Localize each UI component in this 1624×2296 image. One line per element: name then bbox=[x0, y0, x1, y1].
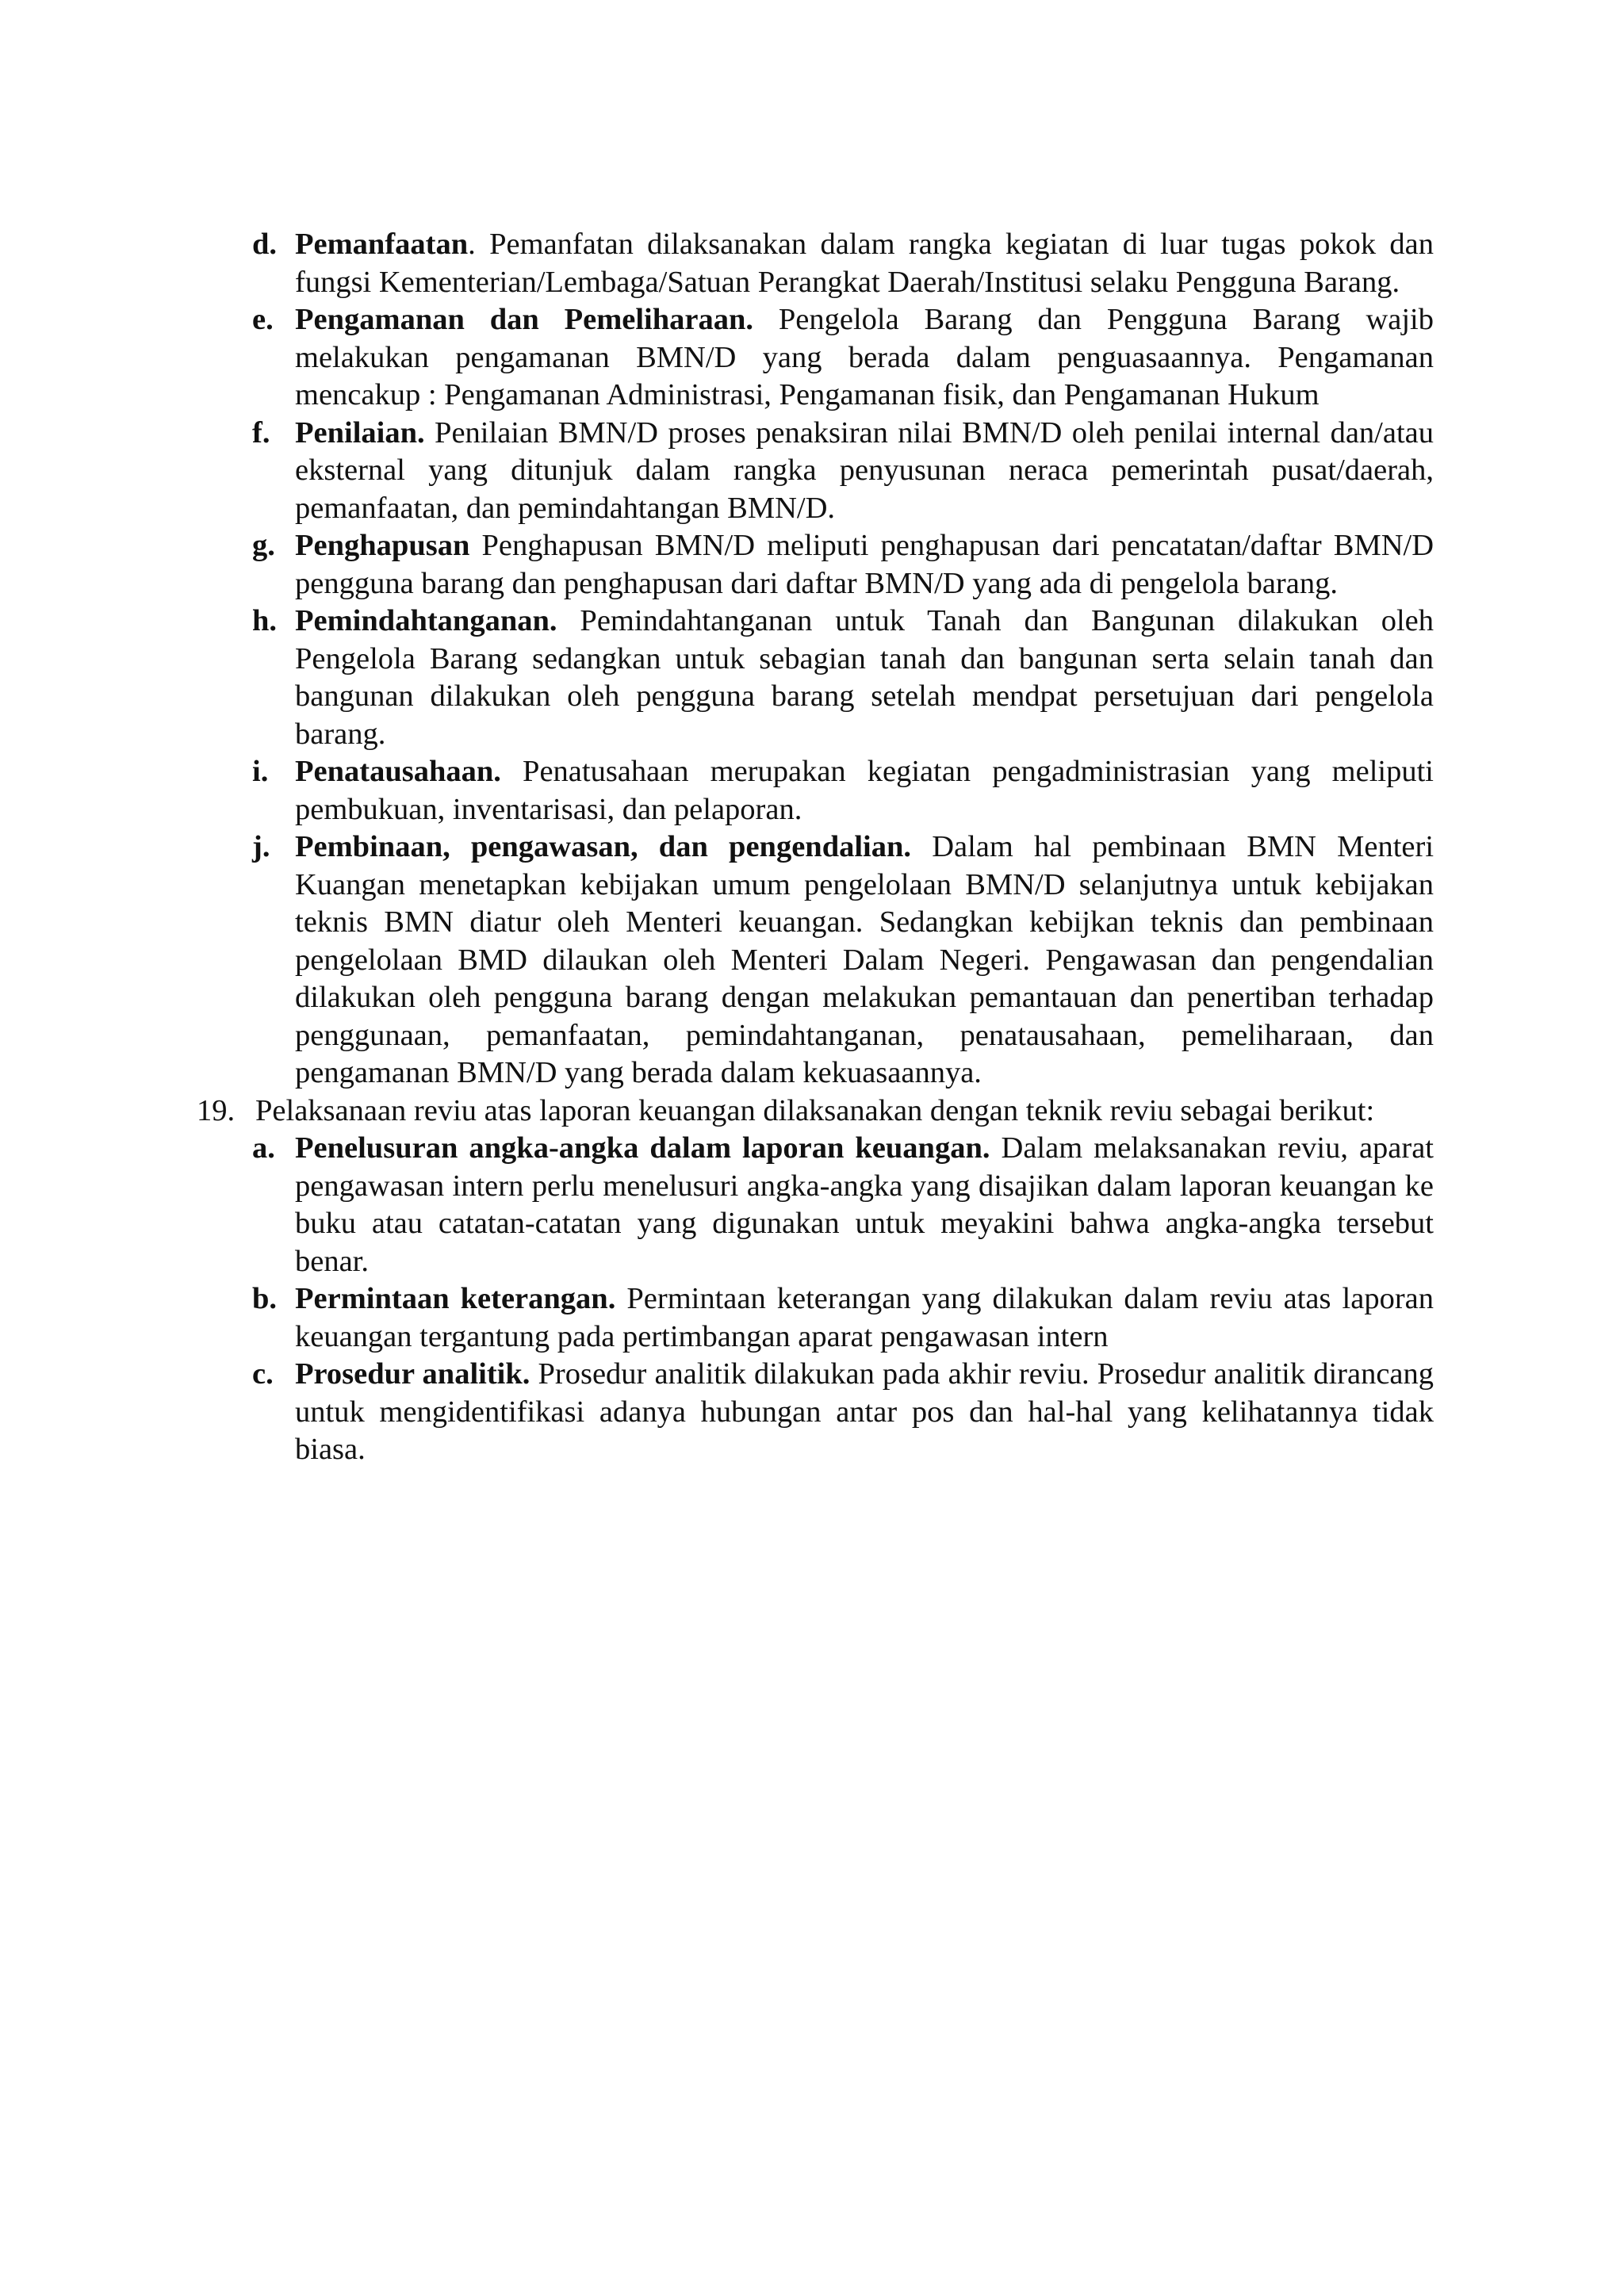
list-marker: h. bbox=[252, 604, 278, 637]
list-item-text: Pengelola Barang dan Pengguna Barang wajib melakukan pengamanan BMN/D yang berada dalam penguasaannya. Pengamanan mencakup : Pengamanan Administrasi, Pengamanan fisik, dan Pengamanan Hukum bbox=[295, 303, 1434, 411]
list-item-text: Dalam melaksanakan reviu, aparat pengawasan intern perlu menelusuri angka-angka yang disajikan dalam laporan keuangan ke buku atau catatan-catatan yang digunakan untuk meyakini bahwa angka-angka tersebut benar. bbox=[295, 1131, 1434, 1278]
list-item-text: Pelaksanaan reviu atas laporan keuangan dilaksanakan dengan teknik reviu sebagai berikut: bbox=[255, 1093, 1375, 1127]
list-item-text: Dalam hal pembinaan BMN Menteri Kuangan menetapkan kebijakan umum pengelolaan BMN/D selanjutnya untuk kebijakan teknis BMN diatur oleh Menteri keuangan. Sedangkan kebijkan teknis dan pembinaan pengelolaan BMD dilaukan oleh Menteri Dalam Negeri. Pengawasan dan pengendalian dilakukan oleh pengguna barang dengan melakukan pemantauan dan penertiban terhadap penggunaan, pemanfaatan, pemindahtanganan, penatausahaan, pemeliharaan, dan pengamanan BMN/D yang berada dalam kekuasaannya. bbox=[295, 830, 1434, 1089]
list-item-text: Penilaian BMN/D proses penaksiran nilai BMN/D oleh penilai internal dan/atau eksternal yang ditunjuk dalam rangka penyusunan neraca pemerintah pusat/daerah, pemanfaatan, dan pemindahtangan BMN/D. bbox=[295, 415, 1434, 525]
list-item-term: Pengamanan dan Pemeliharaan. bbox=[295, 303, 754, 336]
list-item-i bbox=[197, 753, 1434, 828]
list-item-f bbox=[197, 415, 1434, 528]
list-item-text: Penatusahaan merupakan kegiatan pengadministrasian yang meliputi pembukuan, inventarisasi, dan pelaporan. bbox=[295, 755, 1434, 826]
list-item-term: Pemanfaatan bbox=[295, 228, 469, 261]
list-marker: f. bbox=[252, 415, 270, 450]
list-item-a bbox=[197, 1130, 1434, 1280]
list-item-term: Penghapusan bbox=[295, 529, 470, 562]
list-item-term: Penatausahaan. bbox=[295, 755, 501, 788]
list-item-d bbox=[197, 226, 1434, 301]
list-item-term: Prosedur analitik. bbox=[295, 1357, 530, 1391]
list-marker: g. bbox=[252, 529, 275, 562]
list-item-text: Pemindahtanganan untuk Tanah dan Bangunan dilakukan oleh Pengelola Barang sedangkan untuk sebagian tanah dan bangunan serta selain tanah dan bangunan dilakukan oleh pengguna barang setelah mendpat persetujuan dari pengelola barang. bbox=[295, 604, 1434, 751]
list-item-text: . Pemanfatan dilaksanakan dalam rangka kegiatan di luar tugas pokok dan fungsi Kementerian/Lembaga/Satuan Perangkat Daerah/Institusi selaku Pengguna Barang. bbox=[295, 228, 1434, 299]
list-item-e bbox=[197, 301, 1434, 415]
document-body bbox=[197, 226, 1434, 1469]
list-item-g bbox=[197, 527, 1434, 603]
list-marker: c. bbox=[252, 1357, 274, 1391]
list-item-j bbox=[197, 828, 1434, 1093]
list-item-text: Penghapusan BMN/D meliputi penghapusan dari pencatatan/daftar BMN/D pengguna barang dan penghapusan dari daftar BMN/D yang ada di pengelola barang. bbox=[295, 529, 1434, 600]
list-marker: a. bbox=[252, 1131, 275, 1165]
list-item-c bbox=[197, 1356, 1434, 1469]
list-marker: 19. bbox=[197, 1093, 236, 1127]
list-item-term: Penilaian. bbox=[295, 415, 425, 450]
list-marker: b. bbox=[252, 1282, 278, 1315]
list-item-term: Pembinaan, pengawasan, dan pengendalian. bbox=[295, 830, 912, 863]
list-item-text: Permintaan keterangan yang dilakukan dalam reviu atas laporan keuangan tergantung pada pertimbangan aparat pengawasan intern bbox=[295, 1282, 1434, 1353]
list-item-text: Prosedur analitik dilakukan pada akhir reviu. Prosedur analitik dirancang untuk mengidentifikasi adanya hubungan antar pos dan hal-hal yang kelihatannya tidak biasa. bbox=[295, 1357, 1434, 1466]
list-marker: e. bbox=[252, 303, 274, 336]
list-item-term: Permintaan keterangan. bbox=[295, 1282, 616, 1315]
list-marker: i. bbox=[252, 755, 269, 788]
list-item-h bbox=[197, 603, 1434, 753]
list-item-term: Pemindahtanganan. bbox=[295, 604, 557, 637]
list-item-19 bbox=[197, 1093, 1434, 1131]
list-marker: d. bbox=[252, 228, 278, 261]
list-marker: j. bbox=[252, 830, 270, 863]
list-item-term: Penelusuran angka-angka dalam laporan keuangan. bbox=[295, 1131, 990, 1165]
list-item-b bbox=[197, 1280, 1434, 1356]
